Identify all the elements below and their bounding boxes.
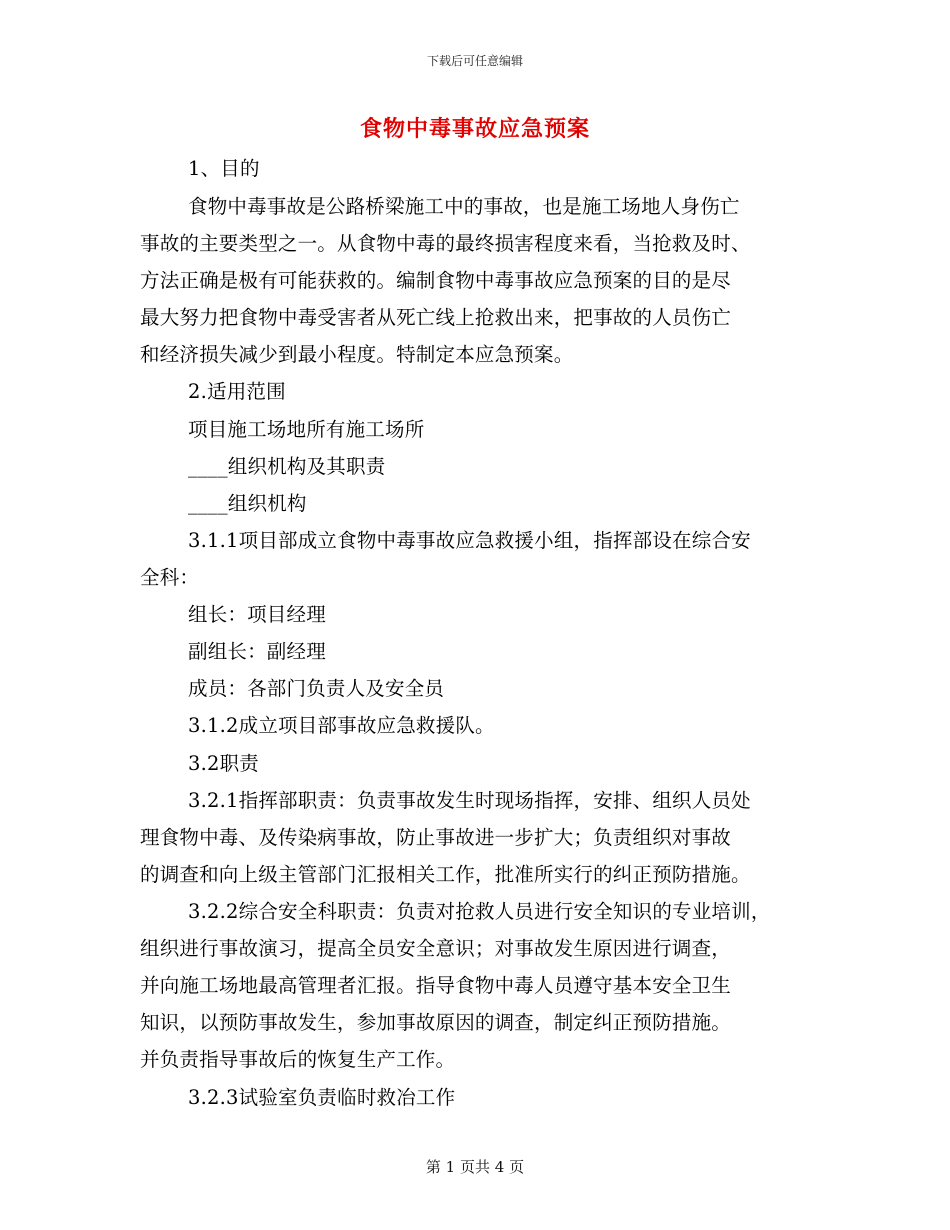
paragraph-line: 3.2.1指挥部职责：负责事故发生时现场指挥，安排、组织人员处 (188, 789, 751, 812)
paragraph-line: 理食物中毒、及传染病事故，防止事故进一步扩大；负责组织对事故 (140, 826, 732, 849)
paragraph-line: 并向施工场地最高管理者汇报。指导食物中毒人员遵守基本安全卫生 (140, 974, 732, 997)
paragraph-line: 最大努力把食物中毒受害者从死亡线上抢救出来，把事故的人员伤亡 (140, 306, 732, 329)
section-heading: 2.适用范围 (188, 380, 286, 403)
paragraph-line: 项目施工场地所有施工场所 (188, 418, 425, 441)
section-heading: 3.2职责 (188, 752, 260, 775)
paragraph-line: 方法正确是极有可能获救的。编制食物中毒事故应急预案的目的是尽 (140, 269, 732, 292)
paragraph-line: 事故的主要类型之一。从食物中毒的最终损害程度来看，当抢救及时、 (140, 232, 751, 255)
paragraph-line: 组长：项目经理 (188, 603, 326, 626)
paragraph-line: ____组织机构 (188, 492, 307, 515)
paragraph-line: 组织进行事故演习，提高全员安全意识；对事故发生原因进行调查， (140, 937, 732, 960)
paragraph-line: 成员：各部门负责人及安全员 (188, 677, 445, 700)
page-header: 下载后可任意编辑 (426, 54, 523, 68)
paragraph-line: 3.1.1项目部成立食物中毒事故应急救援小组，指挥部设在综合安 (188, 529, 751, 552)
paragraph-line: 3.2.3试验室负责临时救冶工作 (188, 1086, 456, 1109)
paragraph-line: 副组长：副经理 (188, 640, 326, 663)
document-title: 食物中毒事故应急预案 (359, 116, 590, 142)
paragraph-line: 食物中毒事故是公路桥梁施工中的事故，也是施工场地人身伤亡 (188, 195, 740, 218)
paragraph-line: 3.1.2成立项目部事故应急救援队。 (188, 714, 495, 737)
paragraph-line: 并负责指导事故后的恢复生产工作。 (140, 1048, 456, 1071)
page-footer: 第 1 页共 4 页 (425, 1158, 525, 1176)
paragraph-line: 3.2.2综合安全科职责：负责对抢救人员进行安全知识的专业培训， (188, 900, 771, 923)
paragraph-line: ____组织机构及其职责 (188, 455, 386, 478)
paragraph-line: 知识，以预防事故发生，参加事故原因的调查，制定纠正预防措施。 (140, 1011, 732, 1034)
paragraph-line: 全科： (140, 566, 200, 589)
section-heading: 1、目的 (188, 157, 260, 180)
paragraph-line: 的调查和向上级主管部门汇报相关工作，批准所实行的纠正预防措施。 (140, 863, 751, 886)
paragraph-line: 和经济损失减少到最小程度。特制定本应急预案。 (140, 343, 574, 366)
